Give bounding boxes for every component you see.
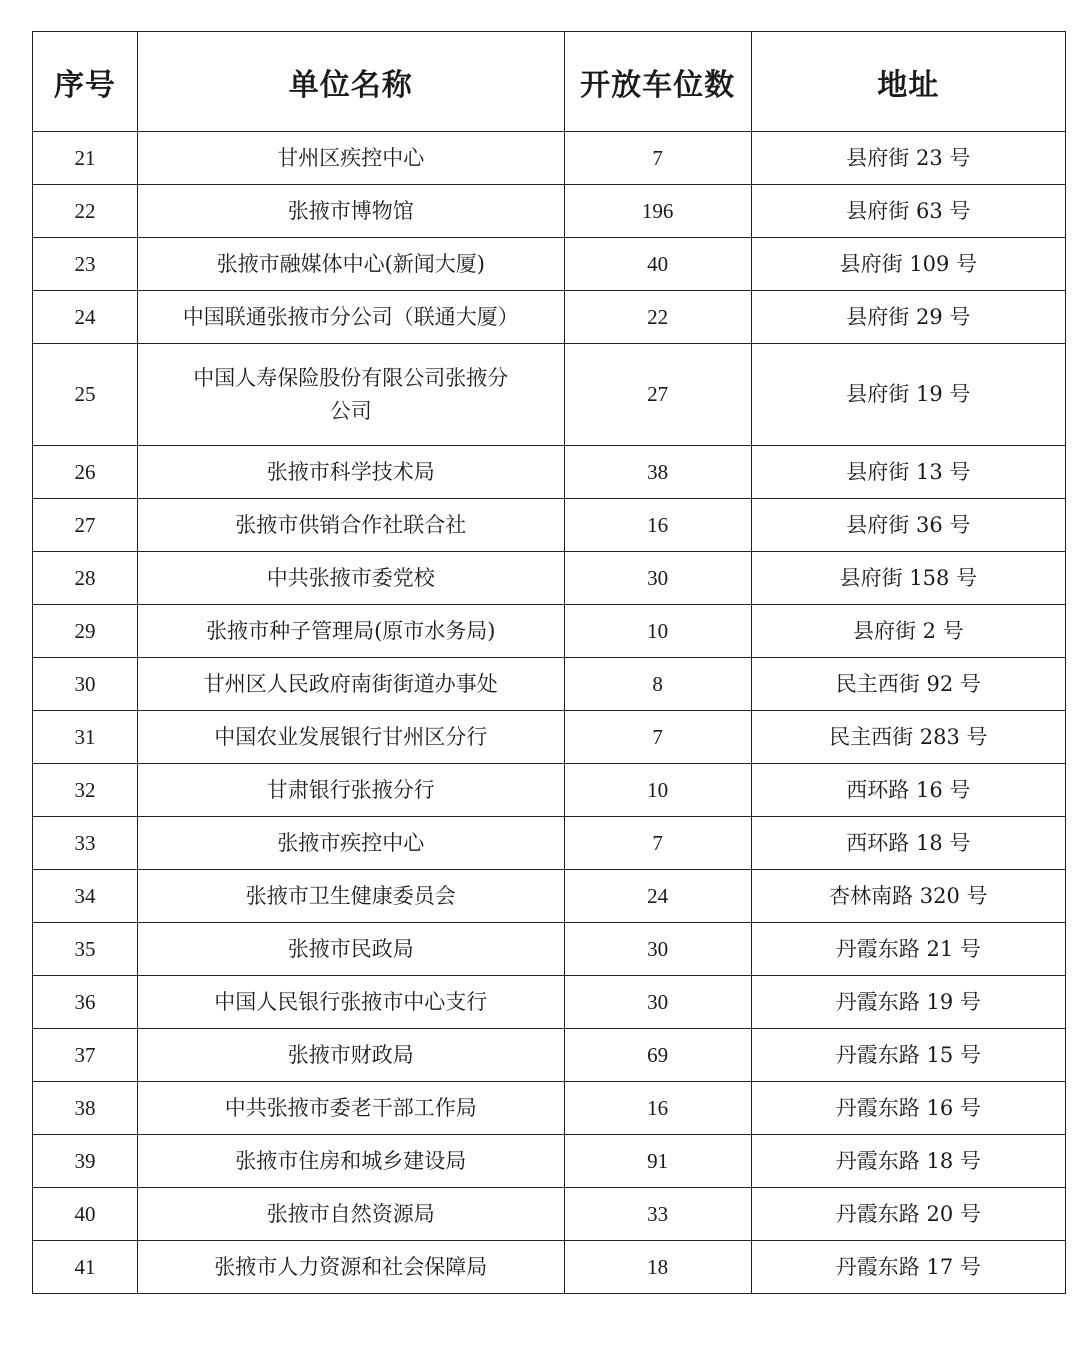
cell-no: 22 — [33, 185, 138, 238]
cell-spaces: 38 — [564, 446, 751, 499]
cell-no: 27 — [33, 499, 138, 552]
cell-address: 县府街 158 号 — [751, 552, 1065, 605]
table-row — [33, 446, 1066, 499]
table-row — [33, 817, 1066, 870]
cell-name: 甘肃银行张掖分行 — [138, 764, 564, 817]
cell-no: 30 — [33, 658, 138, 711]
cell-spaces: 10 — [564, 764, 751, 817]
cell-name: 中国农业发展银行甘州区分行 — [138, 711, 564, 764]
cell-name: 张掖市科学技术局 — [138, 446, 564, 499]
header-row — [33, 32, 1066, 132]
header-address: 地址 — [751, 32, 1065, 132]
cell-no: 32 — [33, 764, 138, 817]
parking-table — [32, 31, 1066, 1294]
cell-name: 中国人寿保险股份有限公司张掖分公司 — [138, 344, 564, 446]
header-no: 序号 — [33, 32, 138, 132]
cell-name: 张掖市民政局 — [138, 923, 564, 976]
cell-spaces: 7 — [564, 132, 751, 185]
cell-name: 中共张掖市委党校 — [138, 552, 564, 605]
cell-address: 民主西街 283 号 — [751, 711, 1065, 764]
cell-spaces: 16 — [564, 1082, 751, 1135]
cell-name: 张掖市供销合作社联合社 — [138, 499, 564, 552]
cell-spaces: 16 — [564, 499, 751, 552]
table-row — [33, 185, 1066, 238]
cell-no: 36 — [33, 976, 138, 1029]
cell-name: 张掖市卫生健康委员会 — [138, 870, 564, 923]
cell-spaces: 27 — [564, 344, 751, 446]
cell-spaces: 40 — [564, 238, 751, 291]
table-header — [33, 32, 1066, 132]
cell-name: 张掖市财政局 — [138, 1029, 564, 1082]
table-row — [33, 976, 1066, 1029]
cell-no: 29 — [33, 605, 138, 658]
cell-name: 张掖市自然资源局 — [138, 1188, 564, 1241]
cell-address: 丹霞东路 19 号 — [751, 976, 1065, 1029]
table-row — [33, 605, 1066, 658]
table-row — [33, 658, 1066, 711]
table-row — [33, 1241, 1066, 1294]
cell-name: 甘州区人民政府南街街道办事处 — [138, 658, 564, 711]
cell-no: 35 — [33, 923, 138, 976]
cell-address: 县府街 36 号 — [751, 499, 1065, 552]
cell-no: 23 — [33, 238, 138, 291]
cell-no: 31 — [33, 711, 138, 764]
cell-address: 杏林南路 320 号 — [751, 870, 1065, 923]
table-row — [33, 344, 1066, 446]
cell-name: 张掖市人力资源和社会保障局 — [138, 1241, 564, 1294]
cell-address: 县府街 23 号 — [751, 132, 1065, 185]
cell-no: 38 — [33, 1082, 138, 1135]
cell-spaces: 10 — [564, 605, 751, 658]
cell-address: 西环路 18 号 — [751, 817, 1065, 870]
cell-address: 县府街 109 号 — [751, 238, 1065, 291]
cell-no: 34 — [33, 870, 138, 923]
cell-name: 中国联通张掖市分公司（联通大厦） — [138, 291, 564, 344]
cell-address: 丹霞东路 20 号 — [751, 1188, 1065, 1241]
table-row — [33, 711, 1066, 764]
cell-name: 张掖市博物馆 — [138, 185, 564, 238]
cell-spaces: 7 — [564, 817, 751, 870]
cell-no: 39 — [33, 1135, 138, 1188]
cell-address: 丹霞东路 21 号 — [751, 923, 1065, 976]
header-spaces: 开放车位数 — [564, 32, 751, 132]
cell-spaces: 30 — [564, 923, 751, 976]
cell-address: 丹霞东路 18 号 — [751, 1135, 1065, 1188]
table-row — [33, 291, 1066, 344]
cell-no: 40 — [33, 1188, 138, 1241]
cell-no: 33 — [33, 817, 138, 870]
cell-no: 37 — [33, 1029, 138, 1082]
cell-address: 西环路 16 号 — [751, 764, 1065, 817]
cell-spaces: 24 — [564, 870, 751, 923]
cell-no: 28 — [33, 552, 138, 605]
cell-no: 41 — [33, 1241, 138, 1294]
table-row — [33, 764, 1066, 817]
cell-spaces: 30 — [564, 552, 751, 605]
cell-address: 丹霞东路 16 号 — [751, 1082, 1065, 1135]
table-row — [33, 552, 1066, 605]
cell-no: 26 — [33, 446, 138, 499]
table-row — [33, 238, 1066, 291]
cell-name: 张掖市疾控中心 — [138, 817, 564, 870]
cell-address: 丹霞东路 17 号 — [751, 1241, 1065, 1294]
cell-name: 中国人民银行张掖市中心支行 — [138, 976, 564, 1029]
table-row — [33, 870, 1066, 923]
cell-address: 民主西街 92 号 — [751, 658, 1065, 711]
table-row — [33, 1188, 1066, 1241]
table-body — [33, 132, 1066, 1294]
cell-spaces: 196 — [564, 185, 751, 238]
cell-no: 21 — [33, 132, 138, 185]
cell-spaces: 91 — [564, 1135, 751, 1188]
cell-name: 张掖市住房和城乡建设局 — [138, 1135, 564, 1188]
cell-address: 县府街 29 号 — [751, 291, 1065, 344]
table-row — [33, 499, 1066, 552]
table-row — [33, 923, 1066, 976]
cell-spaces: 22 — [564, 291, 751, 344]
cell-name: 张掖市种子管理局(原市水务局) — [138, 605, 564, 658]
cell-spaces: 33 — [564, 1188, 751, 1241]
cell-address: 县府街 19 号 — [751, 344, 1065, 446]
cell-no: 24 — [33, 291, 138, 344]
cell-spaces: 8 — [564, 658, 751, 711]
cell-name: 甘州区疾控中心 — [138, 132, 564, 185]
cell-address: 县府街 2 号 — [751, 605, 1065, 658]
cell-spaces: 30 — [564, 976, 751, 1029]
table-row — [33, 132, 1066, 185]
cell-no: 25 — [33, 344, 138, 446]
cell-name: 中共张掖市委老干部工作局 — [138, 1082, 564, 1135]
cell-address: 丹霞东路 15 号 — [751, 1029, 1065, 1082]
cell-spaces: 69 — [564, 1029, 751, 1082]
header-name: 单位名称 — [138, 32, 564, 132]
cell-address: 县府街 13 号 — [751, 446, 1065, 499]
cell-spaces: 18 — [564, 1241, 751, 1294]
table-row — [33, 1135, 1066, 1188]
cell-name: 张掖市融媒体中心(新闻大厦) — [138, 238, 564, 291]
table-row — [33, 1029, 1066, 1082]
cell-spaces: 7 — [564, 711, 751, 764]
table-row — [33, 1082, 1066, 1135]
cell-address: 县府街 63 号 — [751, 185, 1065, 238]
